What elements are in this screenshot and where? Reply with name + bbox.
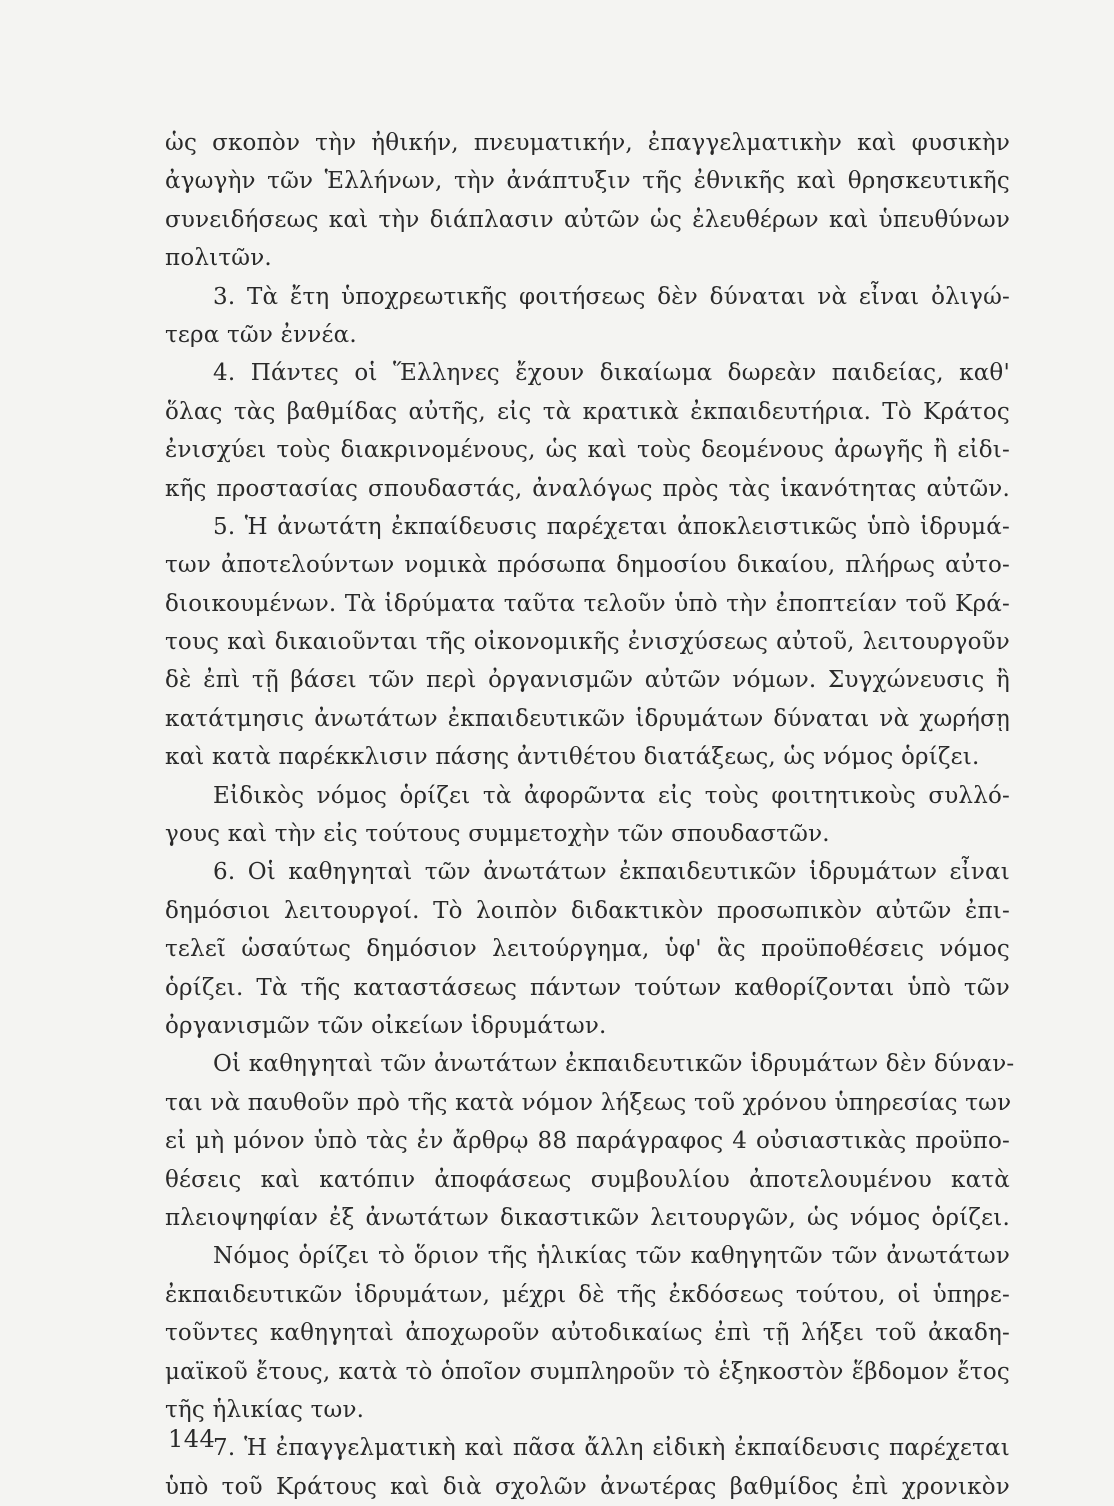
text-line: εἰ μὴ μόνον ὑπὸ τὰς ἐν ἄρθρῳ 88 παράγραφος 4 οὐσιαστικὰς προϋπο- [165, 1128, 1010, 1155]
page-number: 144 [168, 1425, 216, 1453]
text-line: πλειοψηφίαν ἐξ ἀνωτάτων δικαστικῶν λειτουργῶν, ὡς νόμος ὁρίζει. [165, 1204, 1010, 1231]
text-line: μαϊκοῦ ἔτους, κατὰ τὸ ὁποῖον συμπληροῦν τὸ ἑξηκοστὸν ἕβδομον ἔτος [165, 1358, 1010, 1385]
text-line: 3. Τὰ ἔτη ὑποχρεωτικῆς φοιτήσεως δὲν δύναται νὰ εἶναι ὀλιγώ- [213, 283, 1010, 310]
text-line: των ἀποτελούντων νομικὰ πρόσωπα δημοσίου δικαίου, πλήρως αὐτο- [165, 552, 1010, 579]
text-line: συνειδήσεως καὶ τὴν διάπλασιν αὐτῶν ὡς ἐλευθέρων καὶ ὑπευθύνων [165, 206, 1010, 233]
text-line: ἐκπαιδευτικῶν ἱδρυμάτων, μέχρι δὲ τῆς ἐκδόσεως τούτου, οἱ ὑπηρε- [165, 1281, 1010, 1308]
text-line: θέσεις καὶ κατόπιν ἀποφάσεως συμβουλίου ἀποτελουμένου κατὰ [165, 1166, 1010, 1193]
text-line: ὀργανισμῶν τῶν οἰκείων ἱδρυμάτων. [165, 1012, 607, 1039]
text-line: καὶ κατὰ παρέκκλισιν πάσης ἀντιθέτου διατάξεως, ὡς νόμος ὁρίζει. [165, 744, 980, 771]
text-line: ται νὰ παυθοῦν πρὸ τῆς κατὰ νόμον λήξεως τοῦ χρόνου ὑπηρεσίας των [165, 1089, 1012, 1116]
text-line: κῆς προστασίας σπουδαστάς, ἀναλόγως πρὸς τὰς ἱκανότητας αὐτῶν. [165, 475, 1010, 502]
text-line: τῆς ἡλικίας των. [165, 1396, 365, 1423]
text-line: 5. Ἡ ἀνωτάτη ἐκπαίδευσις παρέχεται ἀποκλειστικῶς ὑπὸ ἱδρυμά- [213, 513, 1010, 540]
text-line: Νόμος ὁρίζει τὸ ὅριον τῆς ἡλικίας τῶν καθηγητῶν τῶν ἀνωτάτων [213, 1243, 1010, 1270]
text-line: πολιτῶν. [165, 245, 272, 272]
text-line: 6. Οἱ καθηγηταὶ τῶν ἀνωτάτων ἐκπαιδευτικῶν ἱδρυμάτων εἶναι [213, 859, 1010, 886]
text-line: δὲ ἐπὶ τῇ βάσει τῶν περὶ ὀργανισμῶν αὐτῶν νόμων. Συγχώνευσις ἢ [165, 667, 1010, 694]
text-line: τοῦντες καθηγηταὶ ἀποχωροῦν αὐτοδικαίως ἐπὶ τῇ λήξει τοῦ ἀκαδη- [165, 1320, 1010, 1347]
text-line: Εἰδικὸς νόμος ὁρίζει τὰ ἀφορῶντα εἰς τοὺς φοιτητικοὺς συλλό- [213, 782, 1010, 809]
text-line: γους καὶ τὴν εἰς τούτους συμμετοχὴν τῶν σπουδαστῶν. [165, 821, 830, 848]
text-line: κατάτμησις ἀνωτάτων ἐκπαιδευτικῶν ἱδρυμάτων δύναται νὰ χωρήσῃ [165, 705, 1010, 732]
text-line: ὑπὸ τοῦ Κράτους καὶ διὰ σχολῶν ἀνωτέρας βαθμίδος ἐπὶ χρονικὸν [165, 1473, 1010, 1500]
text-line: ὅλας τὰς βαθμίδας αὐτῆς, εἰς τὰ κρατικὰ ἐκπαιδευτήρια. Τὸ Κράτος [165, 398, 1010, 425]
body-text [165, 124, 1015, 1506]
text-line: τους καὶ δικαιοῦνται τῆς οἰκονομικῆς ἐνισχύσεως αὐτοῦ, λειτουργοῦν [165, 629, 1010, 656]
text-line: διοικουμένων. Τὰ ἱδρύματα ταῦτα τελοῦν ὑπὸ τὴν ἐποπτείαν τοῦ Κρά- [165, 590, 1010, 617]
text-line: ὡς σκοπὸν τὴν ἠθικήν, πνευματικήν, ἐπαγγελματικὴν καὶ φυσικὴν [165, 130, 1010, 156]
text-line: ὁρίζει. Τὰ τῆς καταστάσεως πάντων τούτων καθορίζονται ὑπὸ τῶν [165, 974, 1010, 1001]
text-line: τερα τῶν ἐννέα. [165, 321, 357, 348]
text-line: ἐνισχύει τοὺς διακρινομένους, ὡς καὶ τοὺς δεομένους ἀρωγῆς ἢ εἰδι- [165, 437, 1010, 464]
text-line: τελεῖ ὡσαύτως δημόσιον λειτούργημα, ὑφ' ἃς προϋποθέσεις νόμος [165, 936, 1010, 963]
text-line: ἀγωγὴν τῶν Ἑλλήνων, τὴν ἀνάπτυξιν τῆς ἐθνικῆς καὶ θρησκευτικῆς [165, 168, 1010, 195]
text-line: δημόσιοι λειτουργοί. Τὸ λοιπὸν διδακτικὸν προσωπικὸν αὐτῶν ἐπι- [165, 897, 1010, 924]
text-line: Οἱ καθηγηταὶ τῶν ἀνωτάτων ἐκπαιδευτικῶν ἱδρυμάτων δὲν δύναν- [213, 1051, 1015, 1078]
text-line: 4. Πάντες οἱ Ἕλληνες ἔχουν δικαίωμα δωρεὰν παιδείας, καθ' [213, 360, 1010, 387]
text-line: 7. Ἡ ἐπαγγελματικὴ καὶ πᾶσα ἄλλη εἰδικὴ ἐκπαίδευσις παρέχεται [213, 1435, 1010, 1462]
